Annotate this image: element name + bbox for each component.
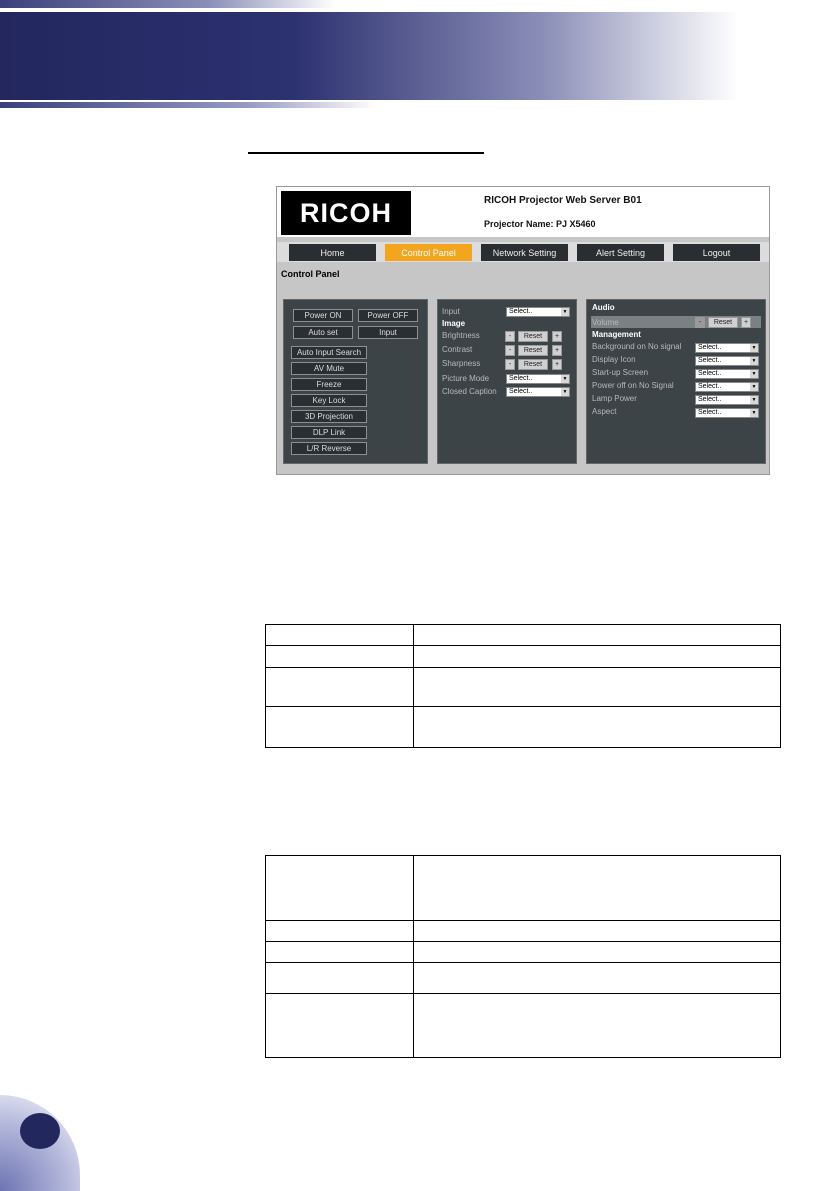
table-cell [266,668,414,707]
key-lock-button[interactable]: Key Lock [291,394,367,407]
display-icon-label: Display Icon [592,355,636,364]
tab-network-setting[interactable]: Network Setting [481,244,568,261]
table-cell [266,963,414,994]
table-cell [414,707,781,748]
table-row [266,625,781,646]
power-on-button[interactable]: Power ON [293,309,353,322]
tab-logout[interactable]: Logout [673,244,760,261]
ricoh-logo: RICOH [281,191,411,235]
aspect-select[interactable]: Select.. ▼ [695,408,759,418]
background-no-signal-select[interactable]: Select.. ▼ [695,343,759,353]
aspect-label: Aspect [592,407,617,416]
power-off-no-signal-select[interactable]: Select.. ▼ [695,382,759,392]
input-select[interactable]: Select.. ▼ [506,307,570,317]
table-row [266,994,781,1058]
table-cell [266,942,414,963]
closed-caption-label: Closed Caption [442,387,497,396]
3d-projection-button[interactable]: 3D Projection [291,410,367,423]
table-cell [414,668,781,707]
table-2 [265,855,781,1058]
table-cell [414,921,781,942]
table-cell [414,942,781,963]
table-cell [414,646,781,668]
auto-set-button[interactable]: Auto set [293,326,353,339]
input-button[interactable]: Input [358,326,418,339]
power-off-no-signal-label: Power off on No Signal [592,381,674,390]
sharpness-minus-button[interactable]: - [505,359,515,370]
page-number-badge [20,1113,60,1149]
dlp-link-button[interactable]: DLP Link [291,426,367,439]
lamp-power-label: Lamp Power [592,394,637,403]
table-row [266,942,781,963]
volume-plus-button[interactable]: + [741,317,751,328]
freeze-button[interactable]: Freeze [291,378,367,391]
sharpness-label: Sharpness [442,359,481,368]
start-up-screen-label: Start-up Screen [592,368,649,377]
table-cell [414,625,781,646]
contrast-minus-button[interactable]: - [505,345,515,356]
volume-reset-button[interactable]: Reset [708,317,738,328]
table-cell [266,994,414,1058]
picture-mode-label: Picture Mode [442,374,490,383]
left-panel [283,299,428,464]
sharpness-plus-button[interactable]: + [552,359,562,370]
display-icon-select[interactable]: Select.. ▼ [695,356,759,366]
table-cell [414,856,781,921]
tab-alert-setting[interactable]: Alert Setting [577,244,664,261]
brightness-label: Brightness [442,331,480,340]
table-row [266,668,781,707]
middle-panel [437,299,577,464]
projector-name: Projector Name: PJ X5460 [484,219,596,229]
right-panel [586,299,766,464]
header-bottom-strip [0,102,839,108]
table-cell [414,963,781,994]
table-row [266,856,781,921]
closed-caption-select[interactable]: Select.. ▼ [506,387,570,397]
table-cell [414,994,781,1058]
start-up-screen-select[interactable]: Select.. ▼ [695,369,759,379]
table-1 [265,624,781,748]
section-title-underline [248,152,484,154]
nav-bar [277,242,769,262]
audio-heading: Audio [592,303,615,312]
page-title: Control Panel [281,269,340,279]
header-band [0,12,839,100]
table-row [266,963,781,994]
table-cell [266,625,414,646]
lamp-power-select[interactable]: Select.. ▼ [695,395,759,405]
table-cell [266,707,414,748]
input-label: Input [442,307,460,316]
management-heading: Management [592,330,641,339]
contrast-plus-button[interactable]: + [552,345,562,356]
header-top-strip [0,0,839,8]
lr-reverse-button[interactable]: L/R Reverse [291,442,367,455]
table-cell [266,646,414,668]
image-heading: Image [442,319,466,328]
tab-home[interactable]: Home [289,244,376,261]
web-ui-screenshot [276,186,770,475]
contrast-reset-button[interactable]: Reset [518,345,548,356]
background-no-signal-label: Background on No signal [592,342,682,351]
table-row [266,707,781,748]
brightness-plus-button[interactable]: + [552,331,562,342]
brightness-reset-button[interactable]: Reset [518,331,548,342]
picture-mode-select[interactable]: Select.. ▼ [506,374,570,384]
power-off-button[interactable]: Power OFF [358,309,418,322]
contrast-label: Contrast [442,345,473,354]
table-row [266,921,781,942]
volume-minus-button[interactable]: - [695,317,705,328]
volume-label: Volume [592,318,619,327]
table-row [266,646,781,668]
table-cell [266,856,414,921]
sharpness-reset-button[interactable]: Reset [518,359,548,370]
av-mute-button[interactable]: AV Mute [291,362,367,375]
brightness-minus-button[interactable]: - [505,331,515,342]
auto-input-search-button[interactable]: Auto Input Search [291,346,367,359]
table-cell [266,921,414,942]
tab-control-panel[interactable]: Control Panel [385,244,472,261]
server-title: RICOH Projector Web Server B01 [484,195,642,206]
